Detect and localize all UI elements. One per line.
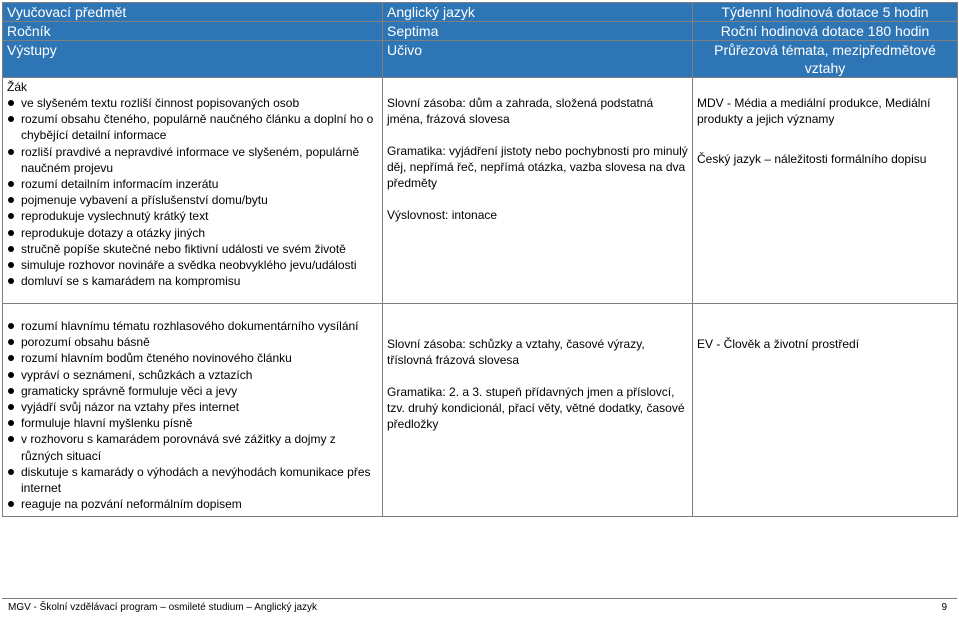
list-item: reprodukuje vyslechnutý krátký text [7, 208, 378, 224]
content-row-1 [3, 78, 958, 304]
list-item: rozumí detailním informacím inzerátu [7, 176, 378, 192]
page-footer [2, 598, 957, 613]
header-row-grade [3, 22, 958, 41]
list-item: domluví se s kamarádem na kompromisu [7, 273, 378, 289]
footer-text: MGV - Školní vzdělávací program – osmileté studium – Anglický jazyk [8, 602, 318, 613]
page-number: 9 [941, 602, 947, 613]
curriculum-pronunciation: Výslovnost: intonace [387, 208, 498, 222]
list-item: diskutuje s kamarády o výhodách a nevýhodách komunikace přes internet [7, 464, 378, 496]
content-row-2 [3, 304, 958, 517]
header-grade-label: Ročník [3, 22, 383, 41]
list-item: v rozhovoru s kamarádem porovnává své zážitky a dojmy z různých situací [7, 431, 378, 463]
curriculum-grammar: Gramatika: 2. a 3. stupeň přídavných jmen a příslovcí, tzv. druhý kondicionál, přací věty, větné dodatky, časové předložky [387, 385, 685, 431]
header-row-columns [3, 41, 958, 78]
list-item: ve slyšeném textu rozliší činnost popisovaných osob [7, 95, 378, 111]
header-subject-label: Vyučovací předmět [3, 3, 383, 22]
list-item: pojmenuje vybavení a příslušenství domu/bytu [7, 192, 378, 208]
curriculum-vocabulary: Slovní zásoba: schůzky a vztahy, časové výrazy, tříslovná frázová slovesa [387, 337, 645, 367]
header-yearly-hours: Roční hodinová dotace 180 hodin [693, 22, 958, 41]
list-item: gramaticky správně formuluje věci a jevy [7, 383, 378, 399]
list-item: vypráví o seznámení, schůzkách a vztazích [7, 367, 378, 383]
outcomes-lead: Žák [7, 80, 28, 94]
header-row-subject [3, 3, 958, 22]
list-item: rozumí hlavním bodům čteného novinového článku [7, 350, 378, 366]
curriculum-table [2, 2, 958, 517]
curriculum-grammar: Gramatika: vyjádření jistoty nebo pochybnosti pro minulý děj, nepřímá řeč, nepřímá otázka, vazba slovesa na dva předměty [387, 144, 688, 190]
list-item: rozliší pravdivé a nepravdivé informace ve slyšeném, populárně naučném projevu [7, 144, 378, 176]
theme-czech: Český jazyk – náležitosti formálního dopisu [697, 152, 927, 166]
theme-environment: EV - Člověk a životní prostředí [697, 337, 860, 351]
list-item: simuluje rozhovor novináře a svědka neobvyklého jevu/události [7, 257, 378, 273]
list-item: reaguje na pozvání neformálním dopisem [7, 496, 378, 512]
column-curriculum-header: Učivo [383, 41, 693, 78]
column-themes-header: Průřezová témata, mezipředmětové vztahy [693, 41, 958, 78]
themes-cell-2 [693, 304, 958, 517]
header-grade-value: Septima [383, 22, 693, 41]
column-outcomes-header: Výstupy [3, 41, 383, 78]
list-item: stručně popíše skutečné nebo fiktivní události ve svém životě [7, 241, 378, 257]
themes-cell-1 [693, 78, 958, 304]
list-item: reprodukuje dotazy a otázky jiných [7, 225, 378, 241]
curriculum-cell-2 [383, 304, 693, 517]
list-item: rozumí hlavnímu tématu rozhlasového dokumentárního vysílání [7, 318, 378, 334]
list-item: rozumí obsahu čteného, populárně naučného článku a doplní ho o chybějící detailní informace [7, 111, 378, 143]
outcomes-list-1 [7, 95, 378, 289]
header-weekly-hours: Týdenní hodinová dotace 5 hodin [693, 3, 958, 22]
curriculum-vocabulary: Slovní zásoba: dům a zahrada, složená podstatná jména, frázová slovesa [387, 96, 654, 126]
list-item: porozumí obsahu básně [7, 334, 378, 350]
curriculum-cell-1 [383, 78, 693, 304]
list-item: vyjádří svůj názor na vztahy přes internet [7, 399, 378, 415]
outcomes-cell-2 [3, 304, 383, 517]
outcomes-list-2 [7, 318, 378, 512]
theme-media: MDV - Média a mediální produkce, Mediální produkty a jejich významy [697, 96, 931, 126]
list-item: formuluje hlavní myšlenku písně [7, 415, 378, 431]
outcomes-cell-1 [3, 78, 383, 304]
header-subject-value: Anglický jazyk [383, 3, 693, 22]
